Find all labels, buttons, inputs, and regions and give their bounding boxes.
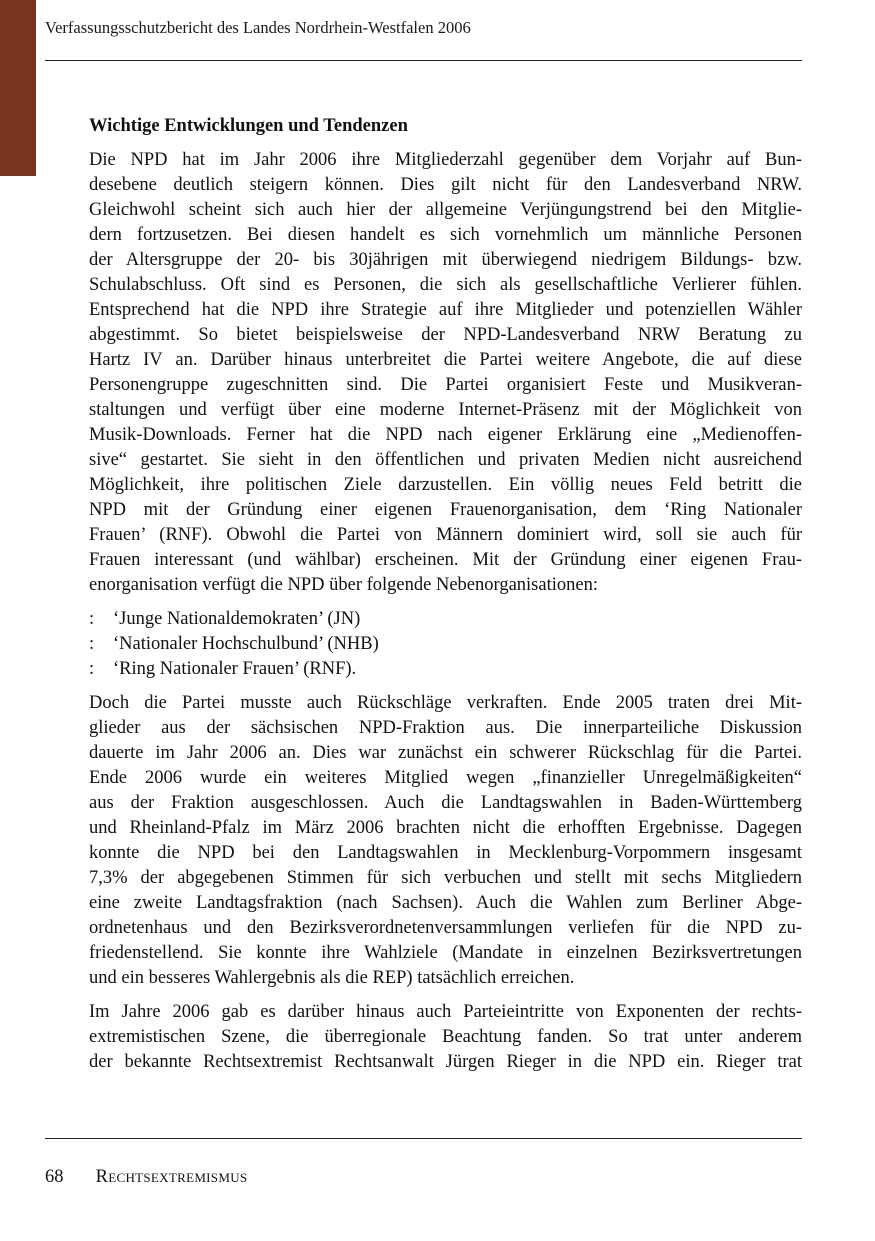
text-line: enorganisation verfügt die NPD über folgende Nebenorganisationen: (89, 575, 598, 595)
chapter-color-tab (0, 0, 36, 176)
text-line: Doch die Partei musste auch Rückschläge verkraften. Ende 2005 traten drei Mit- (89, 693, 802, 713)
text-line: Ende 2006 wurde ein weiteres Mitglied wegen „finanzieller Unregelmäßigkeiten“ (89, 768, 802, 788)
text-line: eine zweite Landtagsfraktion (nach Sachsen). Auch die Wahlen zum Berliner Abge- (89, 893, 802, 913)
paragraph-party-entries (89, 1000, 802, 1075)
list-item-text: ‘Nationaler Hochschulbund’ (NHB) (113, 634, 379, 654)
text-line: friedenstellend. Sie konnte ihre Wahlziele (Mandate in einzelnen Bezirksvertretungen (89, 943, 802, 963)
text-line: Personengruppe zugeschnitten sind. Die Partei organisiert Feste und Musikveran- (89, 375, 802, 395)
text-line: glieder aus der sächsischen NPD-Fraktion aus. Die innerparteiliche Diskussion (89, 718, 802, 738)
text-line: Möglichkeit, ihre politischen Ziele darzustellen. Ein völlig neues Feld betritt die (89, 475, 802, 495)
page-footer (45, 1165, 247, 1189)
text-line: Hartz IV an. Darüber hinaus unterbreitet die Partei weitere Angebote, die auf diese (89, 350, 802, 370)
text-line: Entsprechend hat die NPD ihre Strategie auf ihre Mitglieder und potenziellen Wähler (89, 300, 802, 320)
text-line: Im Jahre 2006 gab es darüber hinaus auch Parteieintritte von Exponenten der rechts- (89, 1002, 802, 1022)
header-rule (45, 60, 802, 61)
page-number: 68 (45, 1167, 64, 1187)
paragraph-setbacks (89, 691, 802, 991)
section-heading: Wichtige Entwicklungen und Tendenzen (89, 116, 408, 136)
text-line: NPD mit der Gründung einer eigenen Frauenorganisation, dem ‘Ring Nationaler (89, 500, 802, 520)
list-item (89, 607, 802, 632)
text-line: Musik-Downloads. Ferner hat die NPD nach eigener Erklärung eine „Medienoffen- (89, 425, 802, 445)
chapter-title: Rechtsextremismus (95, 1167, 248, 1187)
list-bullet: : (89, 634, 95, 654)
text-line: Die NPD hat im Jahr 2006 ihre Mitgliederzahl gegenüber dem Vorjahr auf Bun- (89, 150, 802, 170)
text-line: sive“ gestartet. Sie sieht in den öffentlichen und privaten Medien nicht ausreichend (89, 450, 802, 470)
organization-list (89, 607, 802, 682)
text-line: dern fortzusetzen. Bei diesen handelt es sich vornehmlich um männliche Personen (89, 225, 802, 245)
text-line: der bekannte Rechtsextremist Rechtsanwalt Jürgen Rieger in die NPD ein. Rieger trat (89, 1052, 802, 1072)
paragraph-membership (89, 148, 802, 598)
text-line: aus der Fraktion ausgeschlossen. Auch die Landtagswahlen in Baden-Württemberg (89, 793, 802, 813)
list-item-text: ‘Junge Nationaldemokraten’ (JN) (113, 609, 361, 629)
text-line: 7,3% der abgegebenen Stimmen für sich verbuchen und stellt mit sechs Mitgliedern (89, 868, 802, 888)
list-item-text: ‘Ring Nationaler Frauen’ (RNF). (113, 659, 357, 679)
list-item (89, 657, 802, 682)
text-line: dauerte im Jahr 2006 an. Dies war zunächst ein schwerer Rückschlag für die Partei. (89, 743, 802, 763)
text-line: der Altersgruppe der 20- bis 30jährigen mit überwiegend niedrigem Bildungs- bzw. (89, 250, 802, 270)
text-line: desebene deutlich steigern können. Dies gilt nicht für den Landesverband NRW. (89, 175, 802, 195)
text-line: ordnetenhaus und den Bezirksverordnetenversammlungen verliefen für die NPD zu- (89, 918, 802, 938)
text-line: und ein besseres Wahlergebnis als die REP) tatsächlich erreichen. (89, 968, 575, 988)
running-header: Verfassungsschutzbericht des Landes Nordrhein-Westfalen 2006 (45, 18, 471, 37)
text-line: und Rheinland-Pfalz im März 2006 brachten nicht die erhofften Ergebnisse. Dagegen (89, 818, 802, 838)
text-line: extremistischen Szene, die überregionale Beachtung fanden. So trat unter anderem (89, 1027, 802, 1047)
list-bullet: : (89, 609, 95, 629)
text-line: konnte die NPD bei den Landtagswahlen in Mecklenburg-Vorpommern insgesamt (89, 843, 802, 863)
footer-rule (45, 1138, 802, 1139)
text-line: abgestimmt. So bietet beispielsweise der NPD-Landesverband NRW Beratung zu (89, 325, 802, 345)
text-line: Schulabschluss. Oft sind es Personen, die sich als gesellschaftliche Verlierer fühlen. (89, 275, 802, 295)
text-line: Gleichwohl scheint sich auch hier der allgemeine Verjüngungstrend bei den Mitglie- (89, 200, 802, 220)
page-content (89, 114, 802, 1084)
text-line: Frauen’ (RNF). Obwohl die Partei von Männern dominiert wird, soll sie auch für (89, 525, 802, 545)
text-line: staltungen und verfügt über eine moderne Internet-Präsenz mit der Möglichkeit von (89, 400, 802, 420)
text-line: Frauen interessant (und wählbar) erscheinen. Mit der Gründung einer eigenen Frau- (89, 550, 802, 570)
list-bullet: : (89, 659, 95, 679)
list-item (89, 632, 802, 657)
